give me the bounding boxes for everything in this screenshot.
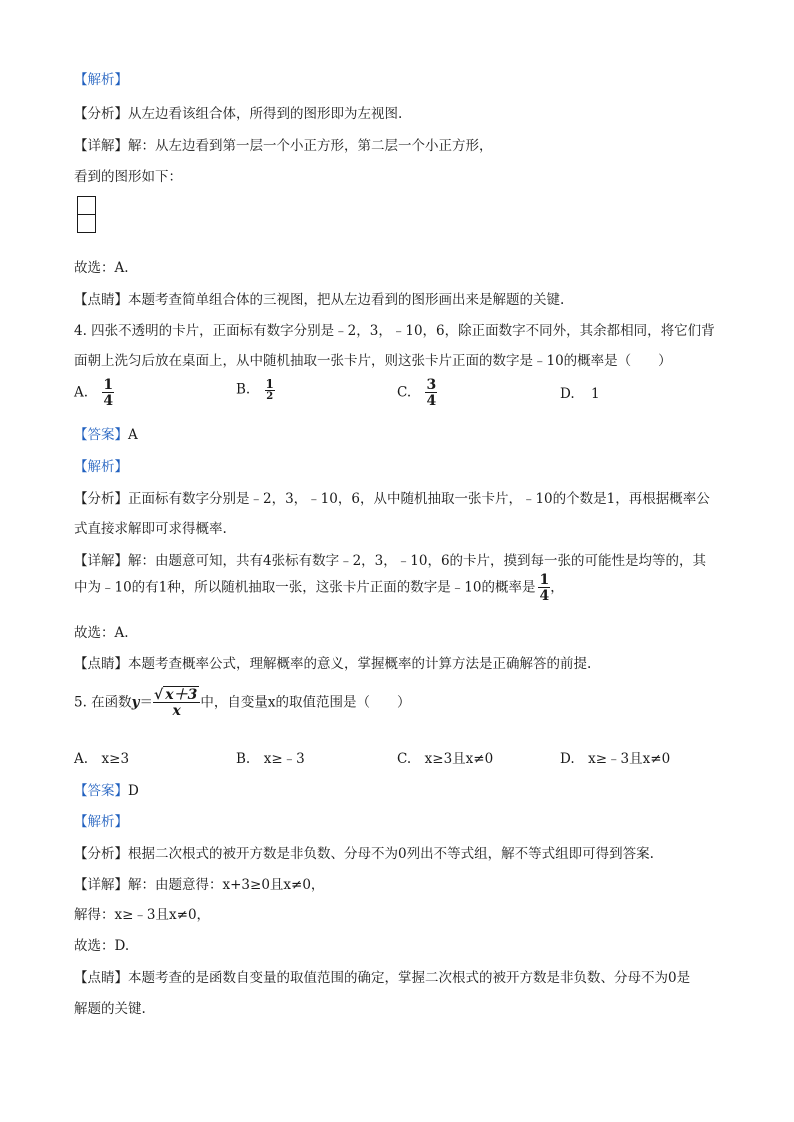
q5-detail <box>74 873 324 893</box>
q5-choice: 故选：D. <box>74 938 130 954</box>
q5-option-d: D. x≥﹣3且x≠0 <box>560 751 671 767</box>
q3-seen-text: 看到的图形如下： <box>74 169 182 185</box>
option-label: A. <box>74 384 89 401</box>
detail-text: 解：由题意得：x+3≥0且x≠0， <box>128 877 325 893</box>
q5-solution: 解得：x≥﹣3且x≠0， <box>74 907 211 923</box>
option-label: D. <box>560 386 575 402</box>
detail-text: 解：从左边看到第一层一个小正方形，第二层一个小正方形， <box>128 138 493 154</box>
analysis-tag: 【分析】 <box>74 846 128 862</box>
analysis-tag: 【分析】 <box>74 106 128 122</box>
sqrt-sign: √ <box>154 687 164 703</box>
fraction <box>265 378 275 402</box>
detail-tag: 【详解】 <box>74 553 128 569</box>
detail-text: 中为﹣10的有1种，所以随机抽取一张，这张卡片正面的数字是﹣10的概率是 <box>74 579 536 596</box>
q4-option-c <box>397 378 437 408</box>
q4-option-b <box>236 378 275 402</box>
analysis-text: 正面标有数字分别是﹣2，3，﹣10，6，从中随机抽取一张卡片，﹣10的个数是1，再根据概率公 <box>128 491 710 507</box>
q4-jiexi-label: 【解析】 <box>74 459 128 475</box>
left-view-square-top <box>77 196 96 215</box>
q5-comment-line2: 解题的关键. <box>74 1001 146 1017</box>
function-y: y <box>131 694 140 711</box>
equals-sign: ＝ <box>139 694 154 711</box>
q3-choice: 故选：A. <box>74 260 129 276</box>
q5-stem <box>74 688 410 718</box>
answer-value: A <box>128 427 138 443</box>
option-label: B. <box>236 381 251 398</box>
q4-detail-line2 <box>74 573 564 603</box>
fraction <box>425 378 437 408</box>
q4-stem-line2: 面朝上洗匀后放在桌面上，从中随机抽取一张卡片，则这张卡片正面的数字是﹣10的概率是（ ） <box>74 353 672 369</box>
denominator: 2 <box>266 391 274 402</box>
analysis-tag: 【分析】 <box>74 491 128 507</box>
detail-text: 解：由题意可知，共有4张标有数字﹣2，3，﹣10，6的卡片，摸到每一张的可能性是均等的，其 <box>128 553 707 569</box>
q4-option-d <box>560 386 600 402</box>
analysis-text: 根据二次根式的被开方数是非负数、分母不为0列出不等式组，解不等式组即可得到答案. <box>128 846 654 862</box>
comment-text: 本题考查的是函数自变量的取值范围的确定，掌握二次根式的被开方数是非负数、分母不为0是 <box>128 970 691 986</box>
numerator <box>153 688 200 703</box>
q4-analysis-line2: 式直接求解即可求得概率. <box>74 521 227 537</box>
fraction <box>538 573 550 603</box>
q4-comment <box>74 652 591 672</box>
denominator: 4 <box>103 393 114 409</box>
comment-tag: 【点睛】 <box>74 970 128 986</box>
q5-comment-line1 <box>74 966 690 986</box>
q4-choice: 故选：A. <box>74 625 129 641</box>
q5-analysis <box>74 842 654 862</box>
numerator: 1 <box>103 377 114 393</box>
denominator: 4 <box>426 393 437 409</box>
q4-answer <box>74 423 138 443</box>
denominator: 4 <box>539 588 550 604</box>
comment-tag: 【点睛】 <box>74 292 128 308</box>
q4-stem-line1: 4. 四张不透明的卡片，正面标有数字分别是﹣2，3，﹣10，6，除正面数字不同外，其余都相同，将它们背 <box>74 323 715 339</box>
q4-analysis-line1 <box>74 487 710 507</box>
stem-suffix: 中，自变量x的取值范围是（ ） <box>200 694 411 711</box>
analysis-text: 从左边看该组合体，所得到的图形即为左视图. <box>128 106 403 122</box>
detail-tag: 【详解】 <box>74 877 128 893</box>
q3-jiexi-label: 【解析】 <box>74 72 128 88</box>
comment-text: 本题考查概率公式，理解概率的意义，掌握概率的计算方法是正确解答的前提. <box>128 656 592 672</box>
function-fraction <box>153 688 200 718</box>
numerator: 1 <box>539 572 550 588</box>
q4-detail-line1 <box>74 549 706 569</box>
radicand: x＋3 <box>165 687 198 703</box>
stem-prefix: 5. 在函数 <box>74 694 132 711</box>
q5-option-c: C. x≥3且x≠0 <box>397 751 494 767</box>
denominator: x <box>172 703 181 719</box>
punctuation: ， <box>550 579 564 596</box>
q3-comment <box>74 288 564 308</box>
detail-tag: 【详解】 <box>74 138 128 154</box>
numerator: 1 <box>265 377 274 391</box>
comment-tag: 【点睛】 <box>74 656 128 672</box>
comment-text: 本题考查简单组合体的三视图，把从左边看到的图形画出来是解题的关键. <box>128 292 565 308</box>
q5-jiexi-label: 【解析】 <box>74 814 128 830</box>
answer-value: D <box>128 783 139 799</box>
answer-tag: 【答案】 <box>74 427 128 443</box>
q5-option-b: B. x≥﹣3 <box>236 751 305 767</box>
q3-analysis <box>74 102 402 122</box>
fraction <box>102 378 114 408</box>
option-label: C. <box>397 384 412 401</box>
option-value: 1 <box>590 386 600 402</box>
q3-detail <box>74 134 493 154</box>
q5-answer <box>74 779 139 799</box>
left-view-square-bottom <box>77 214 96 233</box>
q4-option-a <box>74 378 114 408</box>
numerator: 3 <box>426 377 437 393</box>
q5-option-a: A. x≥3 <box>74 751 130 767</box>
answer-tag: 【答案】 <box>74 783 128 799</box>
